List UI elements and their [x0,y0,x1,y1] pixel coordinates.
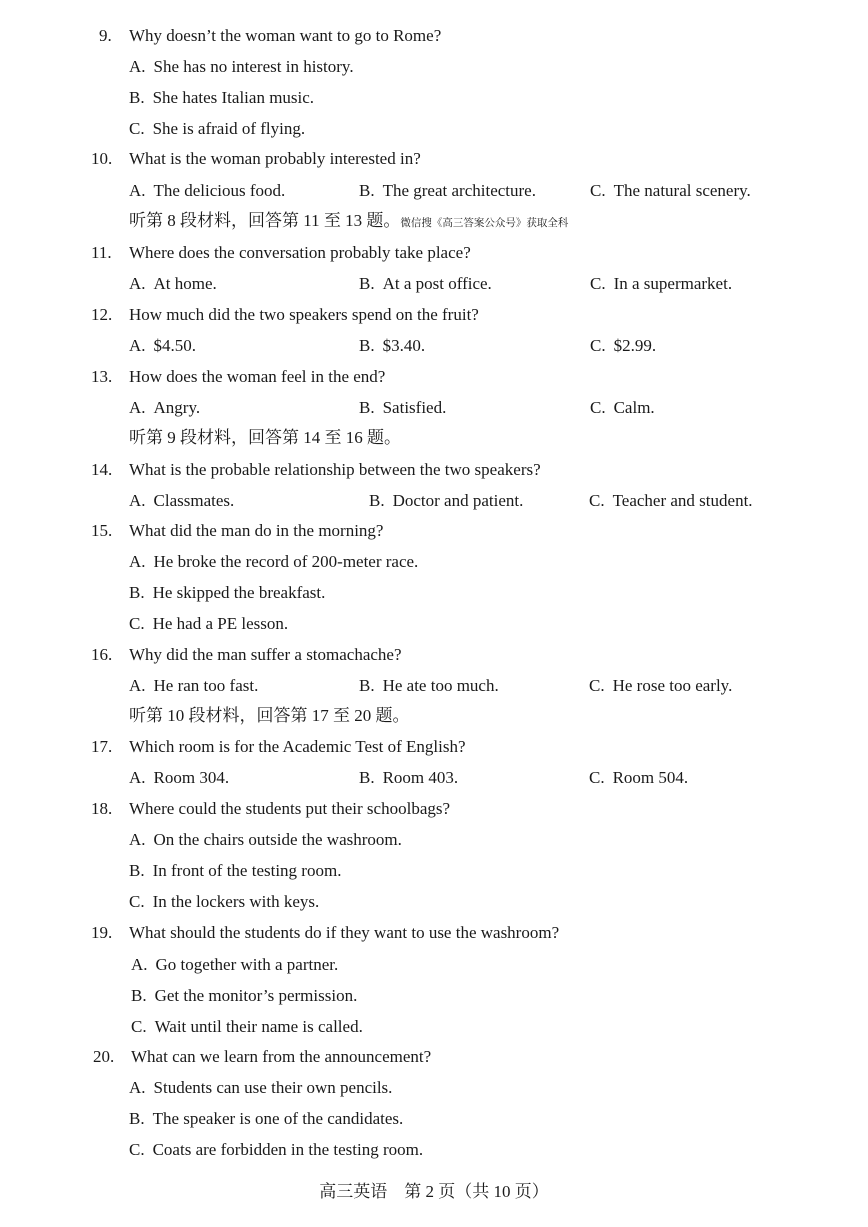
question-text: What did the man do in the morning? [129,521,384,540]
option-c: C. He rose too early. [589,676,733,695]
option-a: A. At home. [129,274,217,293]
question-number: 11. [91,243,112,262]
option-a: A. $4.50. [129,336,197,355]
question-text: What should the students do if they want to use the washroom? [129,923,560,942]
option-c: C. Wait until their name is called. [131,1017,363,1036]
option-c: C. Coats are forbidden in the testing room. [129,1140,424,1159]
option-b: B. Satisfied. [359,398,447,417]
question-text: Where does the conversation probably take place? [129,243,471,262]
section-heading-9: 听第 9 段材料，回答第 14 至 16 题。 [129,428,401,447]
option-a: A. He broke the record of 200-meter race. [129,552,419,571]
question-text: How much did the two speakers spend on the fruit? [129,305,479,324]
option-a: A. Angry. [129,398,201,417]
option-a: A. She has no interest in history. [129,57,354,76]
option-b: B. Doctor and patient. [369,491,524,510]
question-text: Why doesn’t the woman want to go to Rome? [129,26,442,45]
section-heading-8: 听第 8 段材料，回答第 11 至 13 题。微信搜《高三答案公众号》获取全科 [129,211,569,230]
option-c: C. Calm. [590,398,655,417]
option-c: C. In a supermarket. [590,274,733,293]
watermark-note: 微信搜《高三答案公众号》获取全科 [400,218,569,229]
option-b: B. The speaker is one of the candidates. [129,1109,404,1128]
option-b: B. Get the monitor’s permission. [131,986,358,1005]
section-heading-10: 听第 10 段材料，回答第 17 至 20 题。 [129,706,410,725]
option-c: C. Teacher and student. [589,491,753,510]
question-text: Which room is for the Academic Test of English? [129,737,466,756]
option-c: C. Room 504. [589,768,689,787]
question-number: 18. [91,799,113,818]
option-a: A. Go together with a partner. [131,955,339,974]
question-number: 10. [91,149,113,168]
option-b: B. $3.40. [359,336,426,355]
option-b: B. In front of the testing room. [129,861,342,880]
option-a: A. Students can use their own pencils. [129,1078,393,1097]
question-text: What is the woman probably interested in? [129,149,421,168]
question-text: What can we learn from the announcement? [131,1047,432,1066]
page-footer: 高三英语 第 2 页（共 10 页） [319,1182,549,1201]
option-b: B. She hates Italian music. [129,88,315,107]
question-number: 9. [99,26,112,45]
question-number: 13. [91,367,113,386]
option-b: B. He ate too much. [359,676,499,695]
option-c: C. He had a PE lesson. [129,614,289,633]
question-number: 12. [91,305,113,324]
question-number: 20. [93,1047,115,1066]
question-text: What is the probable relationship between the two speakers? [129,460,541,479]
question-number: 16. [91,645,113,664]
option-a: A. The delicious food. [129,181,286,200]
question-text: Why did the man suffer a stomachache? [129,645,402,664]
option-b: B. Room 403. [359,768,459,787]
question-text: Where could the students put their schoolbags? [129,799,451,818]
question-number: 17. [91,737,113,756]
question-number: 15. [91,521,113,540]
option-a: A. On the chairs outside the washroom. [129,830,402,849]
option-a: A. Classmates. [129,491,235,510]
question-text: How does the woman feel in the end? [129,367,386,386]
option-c: C. $2.99. [590,336,657,355]
option-a: A. He ran too fast. [129,676,259,695]
option-b: B. The great architecture. [359,181,536,200]
option-c: C. The natural scenery. [590,181,751,200]
option-a: A. Room 304. [129,768,230,787]
question-number: 14. [91,460,113,479]
option-b: B. At a post office. [359,274,492,293]
question-number: 19. [91,923,113,942]
option-b: B. He skipped the breakfast. [129,583,326,602]
option-c: C. In the lockers with keys. [129,892,320,911]
option-c: C. She is afraid of flying. [129,119,306,138]
